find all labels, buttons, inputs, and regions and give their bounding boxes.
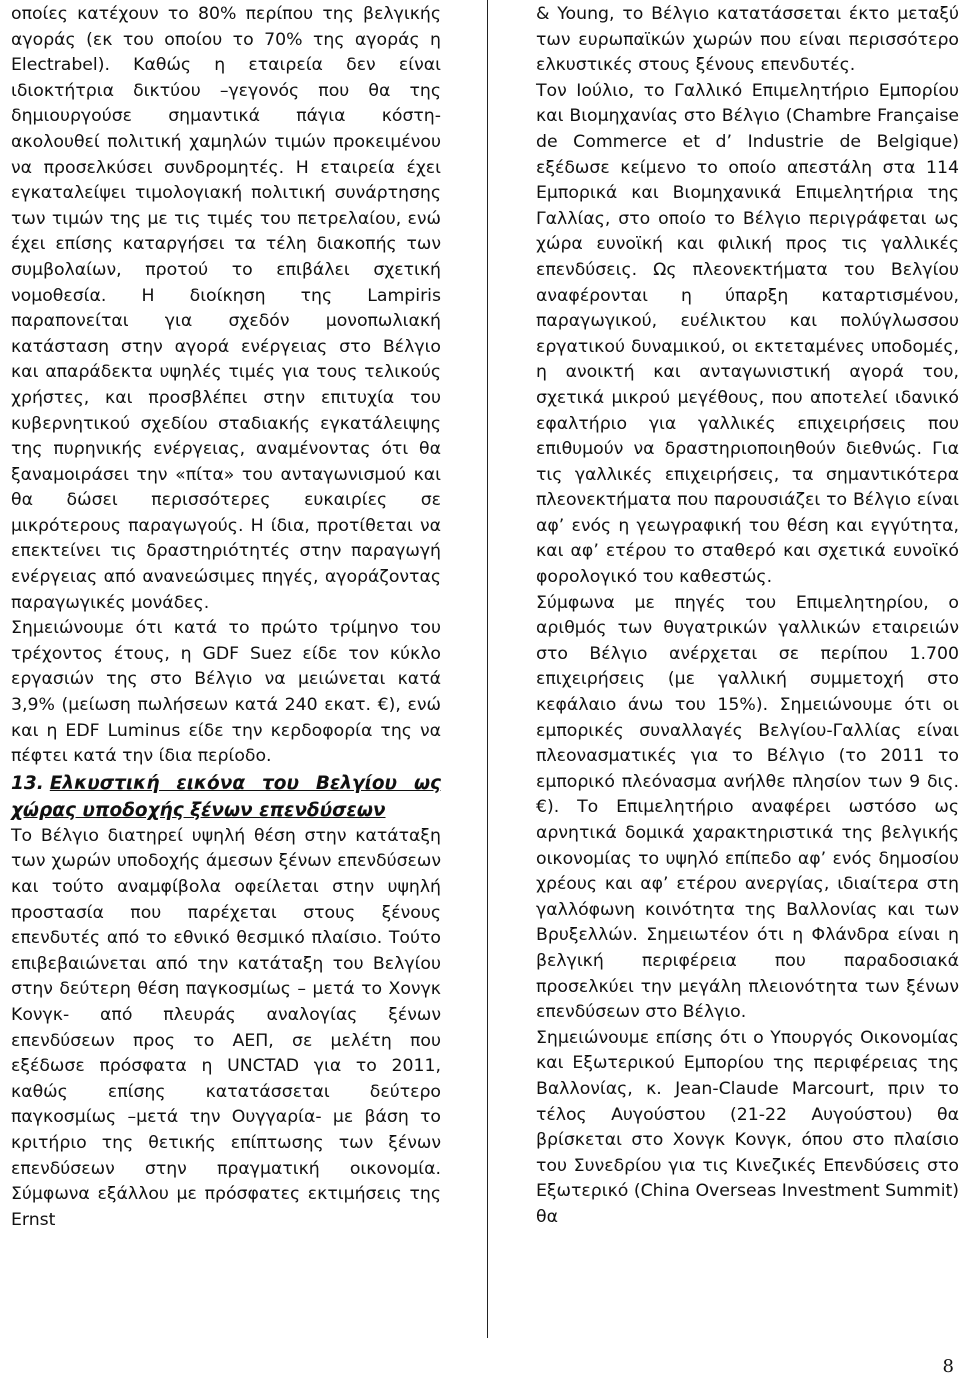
section-number: 13. — [11, 772, 44, 794]
left-column — [11, 2, 441, 1233]
right-column — [536, 2, 959, 1231]
page-number: 8 — [942, 1356, 954, 1377]
body-paragraph: Σύμφωνα με πηγές του Επιμελητηρίου, ο αριθμός των θυγατρικών γαλλικών εταιρειών στο Βέλγιο ανέρχεται σε περίπου 1.700 επιχειρήσεις (με γαλλική συμμετοχή στο κεφάλαιο άνω του 15%). Σημειώνουμε ότι οι εμπορικές συναλλαγές Βελγίου-Γαλλίας είναι πλεονασματικές για το Βέλγιο (το 2011 το εμπορικό πλεόνασμα ανήλθε πλησίον των 9 δις. €). Το Επιμελητήριο αναφέρει ωστόσο ως αρνητικά δομικά χαρακτηριστικά της βελγικής οικονομίας το υψηλό επίπεδο αφ’ ενός δημοσίου χρέους και αφ’ ετέρου ανεργίας, ιδιαίτερα στη γαλλόφωνη κοινότητα της Βαλλονίας και των Βρυξελλών. Σημειωτέον ότι η Φλάνδρα είναι η βελγική περιφέρεια που παραδοσιακά προσελκύει την μεγάλη πλειονότητα των ξένων επενδύσεων στο Βέλγιο. — [536, 592, 959, 1023]
section-heading — [11, 770, 441, 824]
body-paragraph: οποίες κατέχουν το 80% περίπου της βελγικής αγοράς (εκ του οποίου το 70% της αγοράς η Electrabel). Καθώς η εταιρεία δεν είναι ιδιοκτήτρια δικτύου –γεγονός που θα της δημιουργούσε σημαντικά πάγια κόστη- ακολουθεί πολιτική χαμηλών τιμών προκειμένου να προσελκύσει συνδρομητές. Η εταιρεία έχει εγκαταλείψει τιμολογιακή πολιτική συνάρτησης των τιμών της με τις τιμές του πετρελαίου, ενώ έχει επίσης καταργήσει τα τέλη διακοπής των συμβολαίων, προτού το επιβάλει σχετική νομοθεσία. Η διοίκηση της Lampiris παραπονείται για σχεδόν μονοπωλιακή κατάσταση στην αγορά ενέργειας στο Βέλγιο και απαράδεκτα υψηλές τιμές για τους τελικούς χρήστες, και προσβλέπει στην επιτυχία του κυβερνητικού σχεδίου σταδιακής εγκατάλειψης της πυρηνικής ενέργειας, αναμένοντας ότι θα ξαναμοιράσει την «πίτα» του ανταγωνισμού και θα δώσει περισσότερες ευκαιρίες σε μικρότερους παραγωγούς. Η ίδια, προτίθεται να επεκτείνει τις δραστηριότητές στην παραγωγή ενέργειας από ανανεώσιμες πηγές, αγοράζοντας παραγωγικές μονάδες. — [11, 4, 441, 613]
section-title: Ελκυστική εικόνα του Βελγίου ως χώρας υποδοχής ξένων επενδύσεων — [11, 772, 441, 821]
body-paragraph: Τον Ιούλιο, το Γαλλικό Επιμελητήριο Εμπορίου και Βιομηχανίας στο Βέλγιο (Chambre Française de Commerce et d’ Industrie de Belgique) εξέδωσε κείμενο το οποίο απεστάλη στα 114 Εμπορικά και Βιομηχανικά Επιμελητήρια της Γαλλίας, στο οποίο το Βέλγιο περιγράφεται ως χώρα ευνοϊκή και φιλική προς τις γαλλικές επενδύσεις. Ως πλεονεκτήματα του Βελγίου αναφέρονται η ύπαρξη καταρτισμένου, παραγωγικού, ευέλικτου και πολύγλωσσου εργατικού δυναμικού, οι εκτεταμένες υποδομές, η ανοικτή και ανταγωνιστική αγορά του, σχετικά μικρού μεγέθους, που αποτελεί ιδανικό εφαλτήριο για γαλλικές επιχειρήσεις που επιθυμούν να δραστηριοποιηθούν διεθνώς. Για τις γαλλικές επιχειρήσεις, τα σημαντικότερα πλεονεκτήματα που παρουσιάζει το Βέλγιο είναι αφ’ ενός η γεωγραφική του θέση και εγγύτητα, και αφ’ ετέρου το σταθερό και σχετικά ευνοϊκό φορολογικό του καθεστώς. — [536, 80, 959, 588]
column-divider — [487, 0, 488, 1338]
body-paragraph: & Young, το Βέλγιο κατατάσσεται έκτο μεταξύ των ευρωπαϊκών χωρών που είναι περισσότερο ελκυστικές στους ξένους επενδυτές. — [536, 4, 959, 76]
body-paragraph: Σημειώνουμε ότι κατά το πρώτο τρίμηνο του τρέχοντος έτους, η GDF Suez είδε τον κύκλο εργασιών της στο Βέλγιο να μειώνεται κατά 3,9% (μείωση πωλήσεων κατά 240 εκατ. €), ενώ και η EDF Luminus είδε την κερδοφορία της να πέφτει κατά την ίδια περίοδο. — [11, 618, 441, 767]
body-paragraph: Το Βέλγιο διατηρεί υψηλή θέση στην κατάταξη των χωρών υποδοχής άμεσων ξένων επενδύσεων και τούτο αναμφίβολα οφείλεται στην υψηλή προστασία που παρέχεται στους ξένους επενδυτές από το εθνικό θεσμικό πλαίσιο. Τούτο επιβεβαιώνεται από την κατάταξη του Βελγίου στην δεύτερη θέση παγκοσμίως – μετά το Χονγκ Κονγκ- από πλευράς αναλογίας ξένων επενδύσεων προς το ΑΕΠ, σε μελέτη που εξέδωσε πρόσφατα η UNCTAD για το 2011, καθώς επίσης κατατάσσεται δεύτερο παγκοσμίως –μετά την Ουγγαρία- με βάση το κριτήριο της θετικής επίπτωσης των ξένων επενδύσεων στην πραγματική οικονομία. Σύμφωνα εξάλλου με πρόσφατες εκτιμήσεις της Ernst — [11, 825, 441, 1230]
body-paragraph: Σημειώνουμε επίσης ότι ο Υπουργός Οικονομίας και Εξωτερικού Εμπορίου της περιφέρειας της Βαλλονίας, κ. Jean-Claude Marcourt, πριν το τέλος Αυγούστου (21-22 Αυγούστου) θα βρίσκεται στο Χονγκ Κονγκ, όπου στο πλαίσιο του Συνεδρίου για τις Κινεζικές Επενδύσεις στο Εξωτερικό (China Overseas Investment Summit) θα — [536, 1027, 960, 1227]
